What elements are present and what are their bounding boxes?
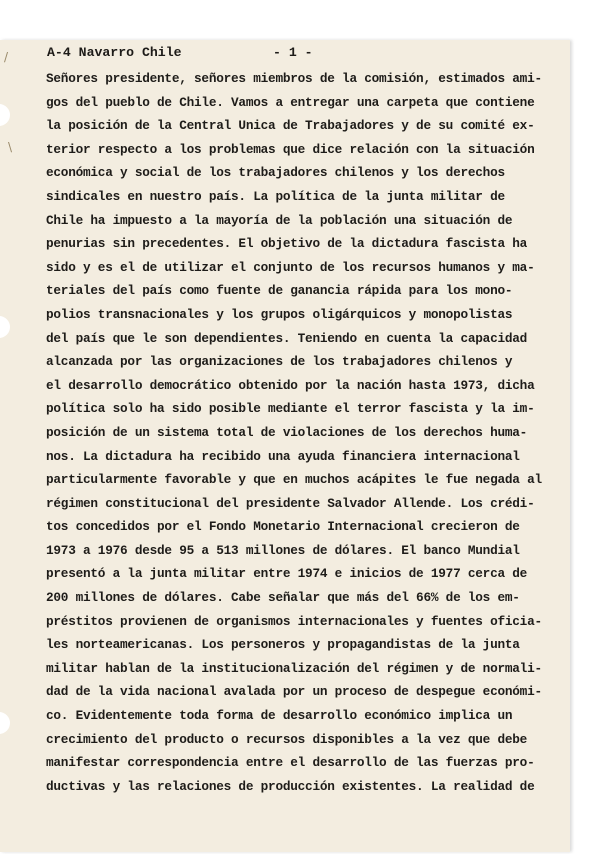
page-number: - 1 - xyxy=(273,45,313,60)
margin-mark: \ xyxy=(8,140,13,154)
text-line: la posición de la Central Unica de Trabajadores y de su comité ex- xyxy=(46,118,535,134)
text-line: militar hablan de la institucionalización del régimen y de normali- xyxy=(46,660,542,676)
document-page xyxy=(0,40,570,852)
text-line: política solo ha sido posible mediante el terror fascista y la im- xyxy=(46,401,535,417)
text-line: del país que le son dependientes. Teniendo en cuenta la capacidad xyxy=(46,330,528,346)
punch-hole xyxy=(0,104,10,126)
text-line: les norteamericanas. Los personeros y propagandistas de la junta xyxy=(46,637,520,653)
text-line: ductivas y las relaciones de producción existentes. La realidad de xyxy=(46,778,535,794)
punch-hole xyxy=(0,712,10,734)
text-line: polios transnacionales y los grupos oligárquicos y monopolistas xyxy=(46,306,513,322)
text-line: gos del pueblo de Chile. Vamos a entregar una carpeta que contiene xyxy=(46,94,535,110)
text-line: particularmente favorable y que en muchos acápites le fue negada al xyxy=(46,472,542,488)
text-line: manifestar correspondencia entre el desarrollo de las fuerzas pro- xyxy=(46,755,535,771)
text-line: 1973 a 1976 desde 95 a 513 millones de dólares. El banco Mundial xyxy=(46,542,520,558)
text-line: económica y social de los trabajadores chilenos y los derechos xyxy=(46,165,505,181)
text-line: presentó a la junta militar entre 1974 e inicios de 1977 cerca de xyxy=(46,566,528,582)
text-line: alcanzada por las organizaciones de los trabajadores chilenos y xyxy=(46,354,513,370)
typewritten-body xyxy=(46,67,542,798)
text-line: nos. La dictadura ha recibido una ayuda financiera internacional xyxy=(46,448,520,464)
text-line: dad de la vida nacional avalada por un proceso de despegue económi- xyxy=(46,684,542,700)
text-line: sido y es el de utilizar el conjunto de los recursos humanos y ma- xyxy=(46,259,535,275)
page-header xyxy=(47,45,547,65)
text-line: tos concedidos por el Fondo Monetario Internacional crecieron de xyxy=(46,519,520,535)
punch-hole xyxy=(0,316,10,338)
text-line: Chile ha impuesto a la mayoría de la población una situación de xyxy=(46,212,513,228)
text-line: 200 millones de dólares. Cabe señalar que más del 66% de los em- xyxy=(46,590,520,606)
document-code: A-4 Navarro Chile xyxy=(47,45,182,60)
text-line: terior respecto a los problemas que dice relación con la situación xyxy=(46,141,535,157)
text-line: teriales del país como fuente de ganancia rápida para los mono- xyxy=(46,283,513,299)
text-line: Señores presidente, señores miembros de la comisión, estimados ami- xyxy=(46,71,542,86)
text-line: posición de un sistema total de violaciones de los derechos huma- xyxy=(46,424,528,440)
text-line: régimen constitucional del presidente Salvador Allende. Los crédi- xyxy=(46,495,535,511)
text-line: crecimiento del producto o recursos disponibles a la vez que debe xyxy=(46,731,528,747)
text-line: penurias sin precedentes. El objetivo de la dictadura fascista ha xyxy=(46,236,528,252)
text-line: sindicales en nuestro país. La política de la junta militar de xyxy=(46,188,505,204)
text-line: el desarrollo democrático obtenido por la nación hasta 1973, dicha xyxy=(46,377,535,393)
text-line: préstitos provienen de organismos internacionales y fuentes oficia- xyxy=(46,613,542,629)
margin-mark: / xyxy=(4,50,9,64)
text-line: co. Evidentemente toda forma de desarrollo económico implica un xyxy=(46,708,513,724)
